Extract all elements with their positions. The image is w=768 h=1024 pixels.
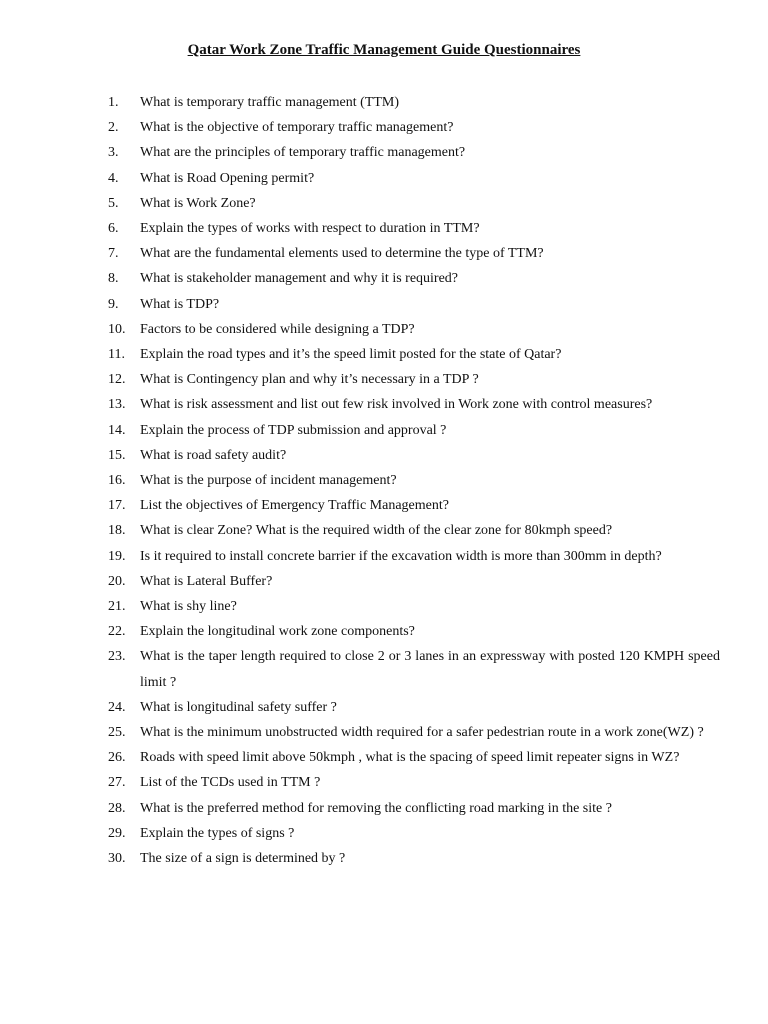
question-text: What is the taper length required to close 2 or 3 lanes in an expressway with posted 120 KMPH speed limit ?: [140, 649, 720, 690]
question-item: [108, 418, 720, 443]
question-number: 25.: [108, 725, 126, 741]
question-text: What is stakeholder management and why it is required?: [140, 271, 459, 287]
question-text: What is the minimum unobstructed width required for a safer pedestrian route in a work zone(WZ) ?: [140, 725, 704, 741]
question-number: 8.: [108, 271, 119, 287]
question-number: 29.: [108, 825, 126, 841]
question-text: What are the fundamental elements used to determine the type of TTM?: [140, 246, 544, 262]
question-item: [108, 115, 720, 140]
question-number: 18.: [108, 523, 126, 539]
question-text: What is clear Zone? What is the required width of the clear zone for 80kmph speed?: [140, 523, 613, 539]
question-number: 3.: [108, 145, 119, 161]
question-text: Explain the process of TDP submission and approval ?: [140, 422, 447, 438]
question-number: 21.: [108, 599, 126, 615]
question-number: 1.: [108, 95, 119, 110]
question-item: [108, 140, 720, 165]
question-number: 10.: [108, 321, 126, 337]
page-title: Qatar Work Zone Traffic Management Guide Questionnaires: [187, 42, 581, 58]
question-text: List the objectives of Emergency Traffic Management?: [140, 498, 449, 514]
question-text: Factors to be considered while designing a TDP?: [140, 321, 415, 337]
question-item: [108, 846, 720, 871]
question-text: What is TDP?: [140, 296, 220, 312]
question-number: 5.: [108, 195, 119, 211]
question-item: [108, 342, 720, 367]
question-number: 16.: [108, 473, 126, 489]
question-text: What is Contingency plan and why it’s necessary in a TDP ?: [140, 372, 479, 388]
question-item: [108, 695, 720, 720]
question-item: [108, 569, 720, 594]
question-item: [108, 821, 720, 846]
question-item: [108, 266, 720, 291]
question-item: [108, 392, 720, 417]
question-text: What is shy line?: [140, 599, 237, 615]
question-text: What is Lateral Buffer?: [140, 573, 273, 589]
question-item: [108, 644, 720, 694]
question-item: [108, 317, 720, 342]
question-text: Explain the longitudinal work zone components?: [140, 624, 415, 640]
question-number: 26.: [108, 750, 126, 766]
question-list: [108, 90, 720, 871]
question-number: 11.: [108, 347, 125, 363]
question-number: 20.: [108, 573, 126, 589]
question-number: 12.: [108, 372, 126, 388]
question-item: [108, 544, 720, 569]
question-text: Explain the types of works with respect to duration in TTM?: [140, 221, 480, 237]
question-item: [108, 166, 720, 191]
question-number: 19.: [108, 548, 126, 564]
question-item: [108, 518, 720, 543]
question-item: [108, 216, 720, 241]
question-text: What is the objective of temporary traffic management?: [140, 120, 454, 136]
question-number: 9.: [108, 296, 119, 312]
question-text: Explain the types of signs ?: [140, 825, 295, 841]
question-item: [108, 241, 720, 266]
question-text: What is longitudinal safety suffer ?: [140, 699, 337, 715]
question-item: [108, 443, 720, 468]
question-number: 27.: [108, 775, 126, 791]
question-number: 7.: [108, 246, 119, 262]
question-text: What is Road Opening permit?: [140, 170, 315, 186]
question-number: 30.: [108, 851, 126, 867]
question-text: Is it required to install concrete barrier if the excavation width is more than 300mm in depth?: [140, 548, 662, 564]
question-text: What is Work Zone?: [140, 195, 256, 211]
question-number: 6.: [108, 221, 119, 237]
question-text: What is the purpose of incident management?: [140, 473, 397, 489]
question-item: [108, 594, 720, 619]
question-text: What is the preferred method for removing the conflicting road marking in the site ?: [140, 800, 612, 816]
question-number: 17.: [108, 498, 126, 514]
question-number: 4.: [108, 170, 119, 186]
question-text: What is risk assessment and list out few risk involved in Work zone with control measures?: [140, 397, 653, 413]
question-text: What are the principles of temporary traffic management?: [140, 145, 466, 161]
question-item: [108, 745, 720, 770]
question-item: [108, 468, 720, 493]
question-number: 22.: [108, 624, 126, 640]
question-item: [108, 493, 720, 518]
question-item: [108, 720, 720, 745]
question-item: [108, 367, 720, 392]
question-number: 2.: [108, 120, 119, 136]
question-item: [108, 292, 720, 317]
question-text: What is temporary traffic management (TTM): [140, 95, 400, 110]
question-item: [108, 770, 720, 795]
question-item: [108, 90, 720, 115]
question-text: The size of a sign is determined by ?: [140, 851, 346, 867]
question-number: 15.: [108, 447, 126, 463]
question-item: [108, 796, 720, 821]
question-number: 23.: [108, 649, 126, 665]
question-number: 13.: [108, 397, 126, 413]
question-text: List of the TCDs used in TTM ?: [140, 775, 321, 791]
question-number: 24.: [108, 699, 126, 715]
question-text: What is road safety audit?: [140, 447, 287, 463]
question-number: 14.: [108, 422, 126, 438]
question-text: Roads with speed limit above 50kmph , what is the spacing of speed limit repeater signs in WZ?: [140, 750, 680, 766]
question-item: [108, 191, 720, 216]
question-number: 28.: [108, 800, 126, 816]
question-item: [108, 619, 720, 644]
question-text: Explain the road types and it’s the speed limit posted for the state of Qatar?: [140, 347, 562, 363]
